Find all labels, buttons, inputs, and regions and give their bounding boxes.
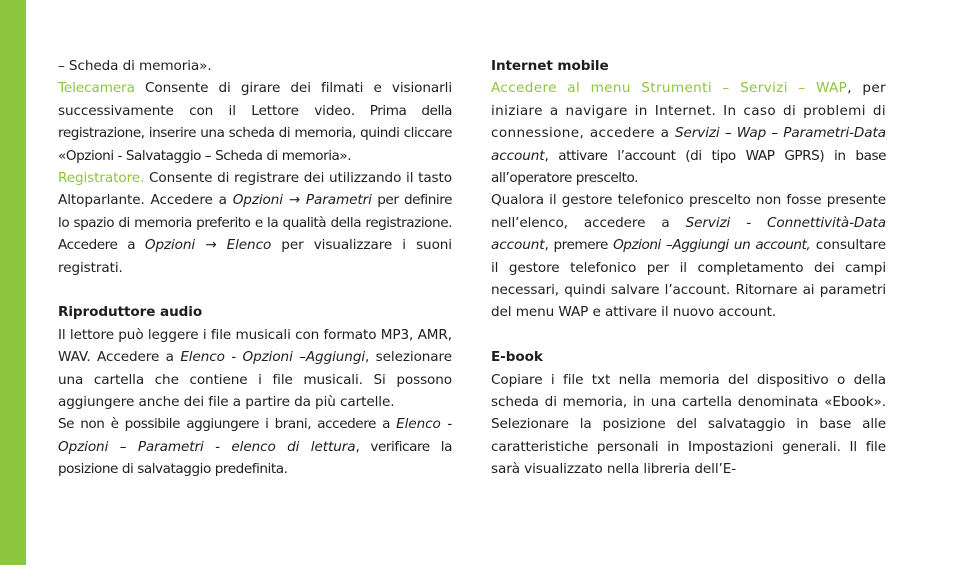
left-column bbox=[58, 55, 452, 481]
telecamera-term: Telecamera bbox=[58, 80, 135, 97]
ebook-heading: E-book bbox=[491, 349, 543, 366]
internet-paragraph-2 bbox=[491, 189, 886, 323]
telecamera-paragraph bbox=[58, 77, 452, 167]
telecamera-text-1: Consente di girare dei filmati e visionarli successivamente con il bbox=[58, 80, 452, 119]
internet-text-1: , per iniziare a navigare in Internet. In caso di problemi di connessione, accedere a bbox=[491, 80, 886, 142]
opzioni-elenco-path: Opzioni → Elenco bbox=[144, 237, 272, 254]
lettore-video-term: Lettore video bbox=[251, 102, 351, 119]
riproduttore-text-3: Se non è possibile aggiungere i brani, accedere a bbox=[58, 416, 397, 433]
opzioni-parametri-path: Opzioni → Parametri bbox=[232, 192, 372, 209]
registratore-text-3: per visualizzare i suoni registrati. bbox=[58, 237, 452, 276]
wap-menu-link: Accedere al menu Strumenti – Servizi – WAP bbox=[491, 80, 848, 97]
registratore-text-1: Consente di registrare dei utilizzando il tasto Altoparlante. Accedere a bbox=[58, 170, 452, 209]
continuation-text: – Scheda di memoria». bbox=[58, 58, 212, 74]
elenco-lettura-path: Elenco - Opzioni – Parametri - elenco di lettura bbox=[58, 416, 452, 455]
riproduttore-text-4: , verificare la posizione di salvataggio predefinita. bbox=[58, 438, 453, 478]
registratore-term: Registratore. bbox=[58, 170, 145, 187]
registratore-text-2: per definire lo spazio di memoria preferito e la qualità della registrazione. Accedere a bbox=[58, 192, 452, 254]
paragraph-gap bbox=[491, 324, 886, 346]
internet-heading: Internet mobile bbox=[491, 58, 609, 74]
internet-text-2: , attivare l’account (di tipo WAP GPRS) in base all’operatore prescelto. bbox=[491, 147, 886, 187]
telecamera-text-2: . Prima della registrazione, inserire una scheda di memoria, quindi cliccare «Opzioni - Salvataggio – Scheda di memoria». bbox=[58, 102, 452, 164]
internet-text-4: , premere bbox=[544, 237, 614, 254]
internet-text-3: Qualora il gestore telefonico prescelto non fosse presente nell’elenco, accedere a bbox=[491, 192, 886, 231]
wap-parametri-path: Servizi – Wap – Parametri-Data account bbox=[491, 125, 886, 164]
right-column bbox=[491, 55, 886, 481]
connettivita-path: Servizi - Connettività-Data account bbox=[491, 214, 886, 254]
riproduttore-heading: Riproduttore audio bbox=[58, 304, 203, 321]
internet-paragraph bbox=[491, 77, 886, 189]
paragraph-gap bbox=[58, 279, 452, 301]
registratore-paragraph bbox=[58, 167, 452, 279]
elenco-aggiungi-path: Elenco - Opzioni –Aggiungi bbox=[180, 349, 366, 366]
riproduttore-paragraph bbox=[58, 324, 452, 414]
riproduttore-text-1: Il lettore può leggere i file musicali con formato MP3, AMR, WAV. Accedere a bbox=[58, 326, 452, 366]
green-side-bar bbox=[0, 0, 26, 565]
riproduttore-paragraph-2 bbox=[58, 413, 452, 480]
ebook-paragraph: Copiare i file txt nella memoria del dispositivo o della scheda di memoria, in una cartella denominata «Ebook». Selezionare la posizione del salvataggio in base alle caratteristiche personali in Impostazioni generali. Il file sarà visualizzato nella libreria dell’E- bbox=[491, 371, 886, 478]
internet-text-5: consultare il gestore telefonico per il completamento dei campi necessari, quindi salvare l’account. Ritornare ai parametri del menu WAP e attivare il nuovo account. bbox=[491, 237, 886, 321]
aggiungi-account-path: Opzioni –Aggiungi un account, bbox=[613, 237, 811, 254]
riproduttore-text-2: , selezionare una cartella che contiene i file musicali. Si possono aggiungere anche dei file a partire da più cartelle. bbox=[58, 349, 452, 411]
